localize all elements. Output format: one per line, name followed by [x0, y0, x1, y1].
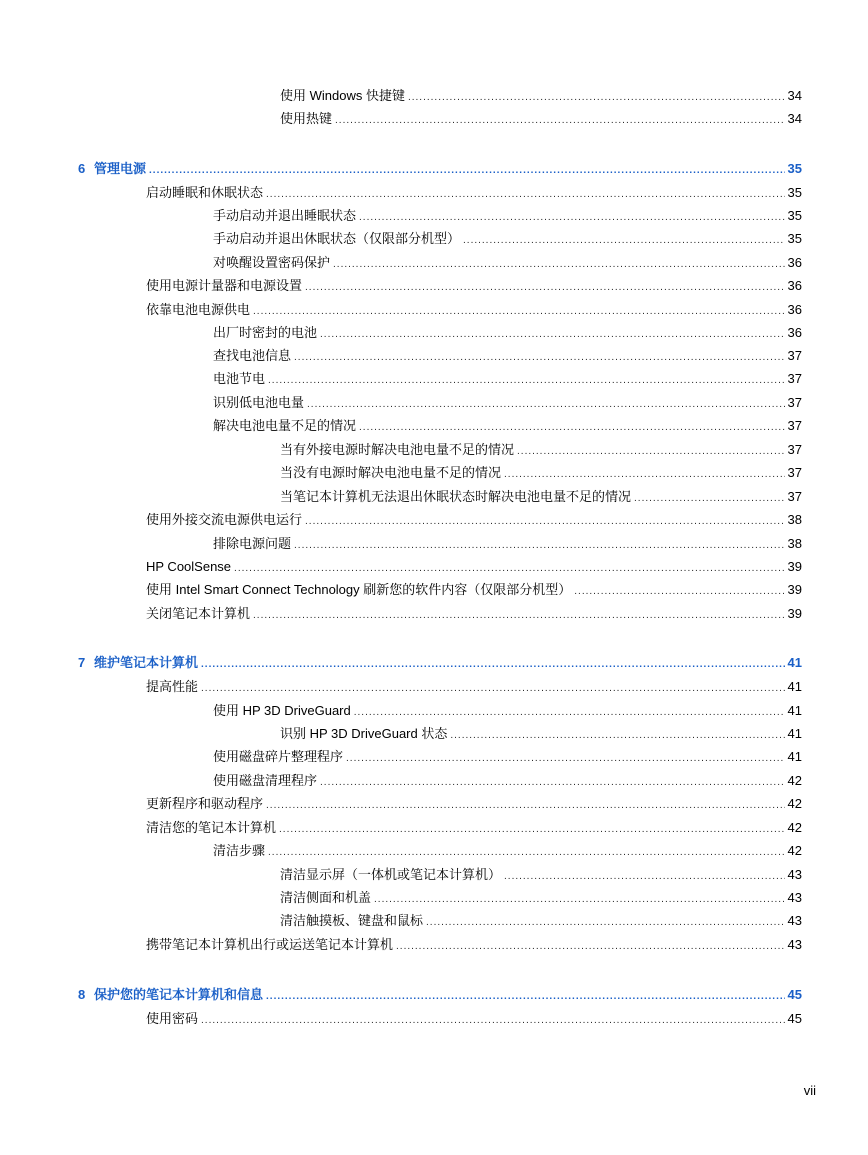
toc-entry-title: 使用外接交流电源供电运行 — [146, 512, 303, 527]
dot-leader — [359, 209, 785, 227]
toc-entry-page: 36 — [787, 255, 802, 270]
toc-entry-title: 使用电源计量器和电源设置 — [146, 278, 303, 293]
toc-chapter-number: 8 — [78, 987, 86, 1002]
toc-entry-title: 关闭笔记本计算机 — [146, 606, 251, 621]
toc-entry-page: 36 — [787, 325, 802, 340]
toc-entry-page: 45 — [787, 987, 802, 1002]
dot-leader — [268, 844, 785, 862]
toc-entry-title: 提高性能 — [146, 679, 199, 694]
dot-leader — [320, 326, 785, 344]
toc-entry[interactable] — [280, 110, 802, 128]
toc-entry[interactable] — [280, 889, 802, 907]
toc-entry-title: 当笔记本计算机无法退出休眠状态时解决电池电量不足的情况 — [280, 489, 632, 504]
toc-entry-page: 34 — [787, 111, 802, 126]
toc-entry[interactable] — [213, 230, 802, 248]
toc-entry-page: 35 — [787, 208, 802, 223]
toc-entry-title: 识别低电池电量 — [213, 395, 305, 410]
toc-entry[interactable] — [213, 347, 802, 365]
toc-entry[interactable] — [213, 702, 802, 720]
toc-entry-title: HP CoolSense — [146, 559, 232, 574]
toc-entry-title: 清洁侧面和机盖 — [280, 890, 372, 905]
dot-leader — [504, 466, 785, 484]
toc-entry[interactable] — [213, 417, 802, 435]
dot-leader — [149, 162, 785, 180]
toc-entry-page: 38 — [787, 536, 802, 551]
dot-leader — [408, 89, 785, 107]
dot-leader — [346, 750, 785, 768]
toc-entry[interactable] — [146, 581, 802, 599]
toc-entry-title: 更新程序和驱动程序 — [146, 796, 264, 811]
toc-entry[interactable] — [146, 605, 802, 623]
toc-entry-page: 42 — [787, 796, 802, 811]
toc-entry-title: 排除电源问题 — [213, 536, 292, 551]
toc-entry[interactable] — [280, 725, 802, 743]
toc-entry[interactable] — [146, 678, 802, 696]
dot-leader — [253, 303, 785, 321]
toc-entry-page: 37 — [787, 371, 802, 386]
dot-leader — [201, 1012, 785, 1030]
toc-entry-page: 35 — [787, 231, 802, 246]
toc-entry-title: 使用磁盘清理程序 — [213, 773, 318, 788]
toc-entry-title: 出厂时密封的电池 — [213, 325, 318, 340]
toc-chapter-6[interactable] — [78, 160, 802, 178]
toc-entry[interactable] — [146, 511, 802, 529]
dot-leader — [354, 704, 785, 722]
toc-entry-title: 清洁步骤 — [213, 843, 266, 858]
toc-entry[interactable] — [280, 488, 802, 506]
toc-chapter-title — [78, 654, 198, 672]
toc-chapter-label: 维护笔记本计算机 — [94, 655, 199, 670]
dot-leader — [333, 256, 785, 274]
dot-leader — [305, 279, 785, 297]
dot-leader — [320, 774, 785, 792]
toc-entry-title: 使用磁盘碎片整理程序 — [213, 749, 344, 764]
dot-leader — [294, 349, 785, 367]
toc-entry-title: 使用 Windows 快捷键 — [280, 88, 405, 103]
toc-entry-title: 识别 HP 3D DriveGuard 状态 — [280, 726, 448, 741]
dot-leader — [504, 868, 785, 886]
dot-leader — [450, 727, 784, 745]
toc-entry[interactable] — [213, 535, 802, 553]
toc-entry-page: 43 — [787, 913, 802, 928]
toc-entry-page: 39 — [787, 606, 802, 621]
toc-entry-title: 使用热键 — [280, 111, 333, 126]
toc-entry-title: 当没有电源时解决电池电量不足的情况 — [280, 465, 502, 480]
toc-entry-title: 使用 Intel Smart Connect Technology 刷新您的软件内容（仅限部分机型） — [146, 582, 572, 597]
toc-entry-page: 38 — [787, 512, 802, 527]
toc-entry-page: 42 — [787, 820, 802, 835]
toc-entry-title: 清洁您的笔记本计算机 — [146, 820, 277, 835]
toc-entry[interactable] — [213, 254, 802, 272]
toc-entry[interactable] — [280, 87, 802, 105]
dot-leader — [634, 490, 785, 508]
toc-entry-page: 36 — [787, 302, 802, 317]
toc-entry[interactable] — [146, 558, 802, 576]
toc-entry-page: 42 — [787, 843, 802, 858]
toc-entry-title: 手动启动并退出休眠状态（仅限部分机型） — [213, 231, 461, 246]
toc-entry-page: 41 — [787, 726, 802, 741]
toc-entry[interactable] — [213, 748, 802, 766]
toc-entry-title: 手动启动并退出睡眠状态 — [213, 208, 357, 223]
toc-entry-page: 34 — [787, 88, 802, 103]
toc-entry-page: 41 — [787, 703, 802, 718]
toc-chapter-7[interactable] — [78, 654, 802, 672]
toc-entry[interactable] — [213, 324, 802, 342]
toc-entry-page: 41 — [787, 655, 802, 670]
toc-entry-page: 37 — [787, 348, 802, 363]
toc-entry-page: 36 — [787, 278, 802, 293]
dot-leader — [279, 821, 785, 839]
toc-chapter-label: 保护您的笔记本计算机和信息 — [94, 987, 264, 1002]
dot-leader — [201, 680, 785, 698]
toc-entry[interactable] — [280, 441, 802, 459]
toc-entry-title: 使用密码 — [146, 1011, 199, 1026]
toc-chapter-title — [78, 986, 263, 1004]
dot-leader — [574, 583, 784, 601]
toc-chapter-number: 6 — [78, 161, 86, 176]
dot-leader — [359, 419, 785, 437]
dot-leader — [266, 797, 785, 815]
toc-entry-page: 42 — [787, 773, 802, 788]
toc-entry-page: 37 — [787, 489, 802, 504]
toc-entry[interactable] — [146, 795, 802, 813]
toc-entry-page: 43 — [787, 890, 802, 905]
toc-entry-page: 43 — [787, 867, 802, 882]
dot-leader — [266, 186, 785, 204]
toc-entry-page: 37 — [787, 395, 802, 410]
toc-entry-page: 43 — [787, 937, 802, 952]
dot-leader — [201, 656, 785, 674]
dot-leader — [396, 938, 785, 956]
toc-entry[interactable] — [213, 207, 802, 225]
toc-entry[interactable] — [213, 772, 802, 790]
toc-entry-page: 37 — [787, 442, 802, 457]
toc-chapter-label: 管理电源 — [94, 161, 147, 176]
dot-leader — [294, 537, 785, 555]
toc-entry[interactable] — [280, 464, 802, 482]
toc-entry-title: 使用 HP 3D DriveGuard — [213, 703, 351, 718]
toc-entry[interactable] — [280, 866, 802, 884]
dot-leader — [268, 372, 785, 390]
toc-chapter-number: 7 — [78, 655, 86, 670]
page-number: vii — [803, 1083, 816, 1098]
toc-entry-title: 清洁触摸板、键盘和鼠标 — [280, 913, 424, 928]
toc-entry-page: 41 — [787, 679, 802, 694]
toc-entry-title: 电池节电 — [213, 371, 266, 386]
toc-entry[interactable] — [146, 277, 802, 295]
toc-chapter-title — [78, 160, 146, 178]
dot-leader — [426, 914, 785, 932]
dot-leader — [307, 396, 785, 414]
toc-entry-page: 35 — [787, 185, 802, 200]
toc-entry-title: 携带笔记本计算机出行或运送笔记本计算机 — [146, 937, 394, 952]
toc-entry[interactable] — [146, 1010, 802, 1028]
dot-leader — [253, 607, 785, 625]
toc-entry[interactable] — [146, 184, 802, 202]
toc-entry[interactable] — [146, 936, 802, 954]
toc-entry[interactable] — [213, 842, 802, 860]
toc-entry-page: 37 — [787, 465, 802, 480]
toc-entry[interactable] — [146, 301, 802, 319]
dot-leader — [266, 988, 785, 1006]
dot-leader — [335, 112, 785, 130]
toc-entry[interactable] — [146, 819, 802, 837]
dot-leader — [463, 232, 785, 250]
toc-entry[interactable] — [213, 370, 802, 388]
toc-entry[interactable] — [213, 394, 802, 412]
toc-entry-page: 41 — [787, 749, 802, 764]
toc-entry-page: 37 — [787, 418, 802, 433]
toc-entry-page: 39 — [787, 559, 802, 574]
toc-entry-title: 启动睡眠和休眠状态 — [146, 185, 264, 200]
toc-entry-page: 45 — [787, 1011, 802, 1026]
toc-entry-title: 当有外接电源时解决电池电量不足的情况 — [280, 442, 515, 457]
dot-leader — [305, 513, 785, 531]
toc-chapter-8[interactable] — [78, 986, 802, 1004]
toc-entry-title: 清洁显示屏（一体机或笔记本计算机） — [280, 867, 502, 882]
toc-entry[interactable] — [280, 912, 802, 930]
toc-entry-page: 39 — [787, 582, 802, 597]
toc-entry-title: 对唤醒设置密码保护 — [213, 255, 331, 270]
dot-leader — [234, 560, 784, 578]
toc-entry-title: 依靠电池电源供电 — [146, 302, 251, 317]
dot-leader — [517, 443, 785, 461]
toc-entry-page: 35 — [787, 161, 802, 176]
toc-entry-title: 解决电池电量不足的情况 — [213, 418, 357, 433]
toc-entry-title: 查找电池信息 — [213, 348, 292, 363]
dot-leader — [374, 891, 785, 909]
